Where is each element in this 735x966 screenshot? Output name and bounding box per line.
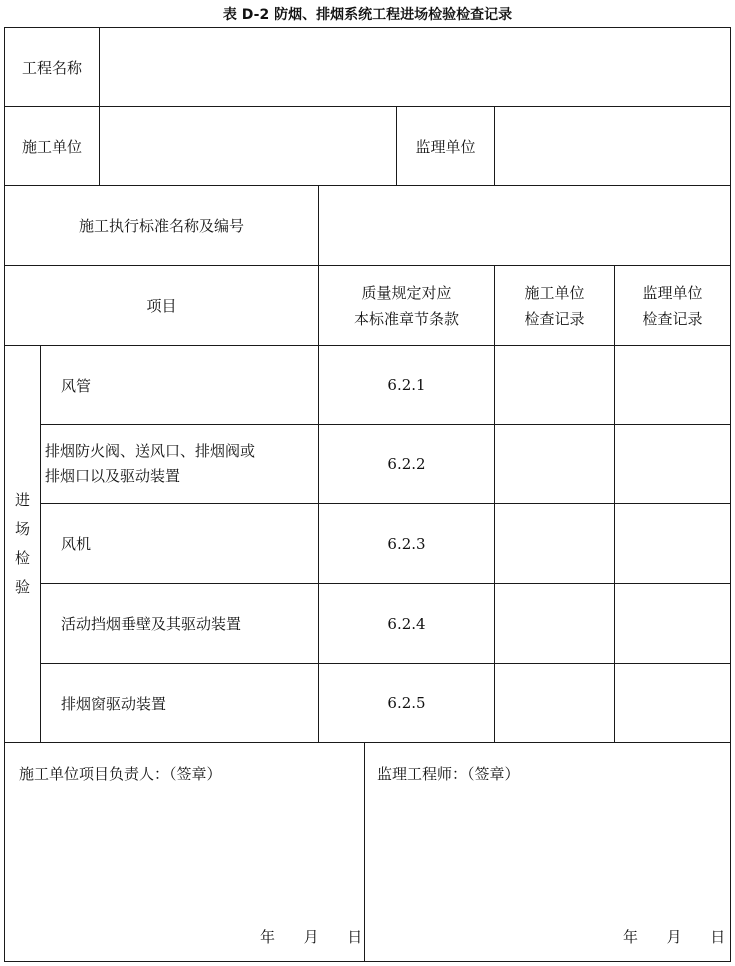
construction-unit-field[interactable] bbox=[99, 106, 397, 186]
table-row-construction-record[interactable] bbox=[494, 424, 615, 504]
table-row-item: 风机 bbox=[40, 503, 319, 584]
date-day-label: 日 bbox=[710, 928, 726, 946]
group-label-char: 验 bbox=[14, 578, 30, 596]
group-label-incoming-inspection bbox=[4, 345, 41, 743]
document-title: 表 D-2 防烟、排烟系统工程进场检验检查记录 bbox=[222, 7, 513, 23]
supervision-unit-label: 监理单位 bbox=[396, 106, 495, 186]
col-header-clause-line1: 质量规定对应 bbox=[361, 283, 452, 302]
supervision-date bbox=[623, 926, 725, 947]
col-header-clause-line2: 本标准章节条款 bbox=[353, 309, 459, 328]
table-row-item: 排烟窗驱动装置 bbox=[40, 663, 319, 743]
table-row-supervision-record[interactable] bbox=[614, 583, 731, 664]
table-row-item bbox=[40, 424, 319, 504]
table-row-item-line: 排烟口以及驱动装置 bbox=[45, 467, 181, 485]
table-row-clause: 6.2.1 bbox=[318, 345, 495, 425]
col-header-construction-line2: 检查记录 bbox=[524, 309, 585, 328]
date-year-label: 年 bbox=[623, 928, 639, 946]
col-header-construction-line1: 施工单位 bbox=[524, 283, 585, 302]
construction-leader-signature-box[interactable] bbox=[4, 742, 365, 962]
project-name-field[interactable] bbox=[99, 27, 731, 107]
table-row-clause: 6.2.4 bbox=[318, 583, 495, 664]
group-label-char: 进 bbox=[14, 491, 30, 509]
table-row-supervision-record[interactable] bbox=[614, 345, 731, 425]
table-row-construction-record[interactable] bbox=[494, 583, 615, 664]
standard-field[interactable] bbox=[318, 185, 731, 266]
supervision-unit-field[interactable] bbox=[494, 106, 731, 186]
supervision-engineer-signature-box[interactable] bbox=[364, 742, 731, 962]
construction-unit-label: 施工单位 bbox=[4, 106, 100, 186]
table-row-item-line: 排烟防火阀、送风口、排烟阀或 bbox=[45, 442, 256, 460]
table-row-item: 风管 bbox=[40, 345, 319, 425]
date-month-label: 月 bbox=[303, 928, 319, 946]
construction-date bbox=[260, 926, 362, 947]
table-row-clause: 6.2.2 bbox=[318, 424, 495, 504]
table-row-construction-record[interactable] bbox=[494, 503, 615, 584]
table-row-supervision-record[interactable] bbox=[614, 663, 731, 743]
col-header-supervision-line2: 检查记录 bbox=[642, 309, 703, 328]
table-row-clause: 6.2.3 bbox=[318, 503, 495, 584]
table-row-item: 活动挡烟垂壁及其驱动装置 bbox=[40, 583, 319, 664]
table-row-clause: 6.2.5 bbox=[318, 663, 495, 743]
table-row-supervision-record[interactable] bbox=[614, 503, 731, 584]
date-year-label: 年 bbox=[260, 928, 276, 946]
date-day-label: 日 bbox=[347, 928, 363, 946]
construction-leader-label: 施工单位项目负责人：（签章） bbox=[19, 765, 222, 783]
group-label-char: 检 bbox=[14, 549, 30, 567]
col-header-construction-record bbox=[494, 265, 615, 346]
table-row-construction-record[interactable] bbox=[494, 345, 615, 425]
col-header-supervision-record bbox=[614, 265, 731, 346]
table-row-construction-record[interactable] bbox=[494, 663, 615, 743]
col-header-supervision-line1: 监理单位 bbox=[642, 283, 703, 302]
supervision-engineer-label: 监理工程师：（签章） bbox=[377, 765, 520, 783]
col-header-item: 项目 bbox=[4, 265, 319, 346]
project-name-label: 工程名称 bbox=[4, 27, 100, 107]
group-label-char: 场 bbox=[14, 520, 30, 538]
table-row-supervision-record[interactable] bbox=[614, 424, 731, 504]
date-month-label: 月 bbox=[666, 928, 682, 946]
col-header-clause bbox=[318, 265, 495, 346]
standard-label: 施工执行标准名称及编号 bbox=[4, 185, 319, 266]
